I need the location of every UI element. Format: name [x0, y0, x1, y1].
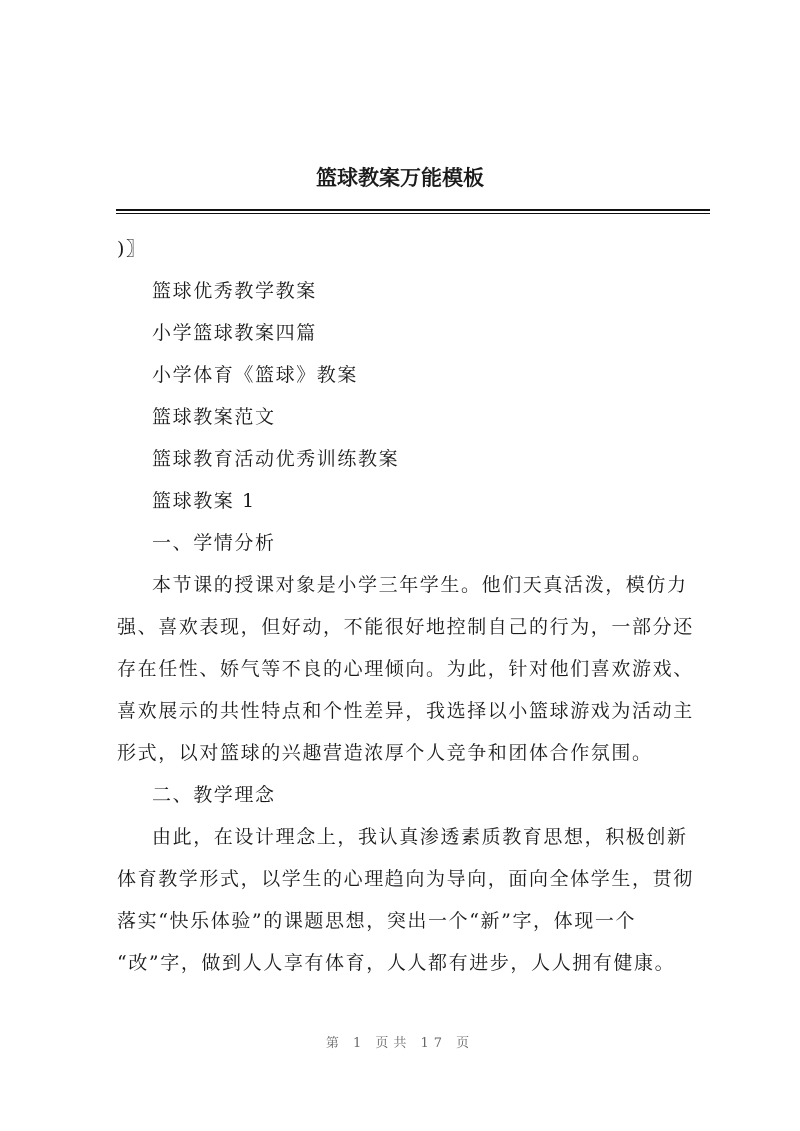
title-divider-thin [116, 213, 710, 214]
text-line: 小学篮球教案四篇 [152, 322, 317, 344]
text-line: 篮球教案 1 [152, 490, 256, 512]
text-line: 篮球教案范文 [152, 406, 276, 428]
text-line: )〗 [117, 238, 147, 260]
paragraph-line: 体育教学形式，以学生的心理趋向为导向，面向全体学生，贯彻 [117, 868, 694, 890]
page-title: 篮球教案万能模板 [316, 166, 484, 190]
title-divider [116, 209, 710, 211]
section-heading: 二、教学理念 [152, 784, 276, 806]
text-line: 篮球教育活动优秀训练教案 [152, 448, 400, 470]
text-line: 小学体育《篮球》教案 [152, 364, 359, 386]
paragraph-line: “改”字，做到人人享有体育，人人都有进步，人人拥有健康。 [117, 952, 676, 974]
text-line: 篮球优秀教学教案 [152, 280, 317, 302]
paragraph-line: 形式，以对篮球的兴趣营造浓厚个人竞争和团体合作氛围。 [117, 742, 653, 764]
paragraph-line: 强、喜欢表现，但好动，不能很好地控制自己的行为，一部分还 [117, 616, 694, 638]
paragraph-line: 喜欢展示的共性特点和个性差异，我选择以小篮球游戏为活动主 [117, 700, 694, 722]
paragraph-line: 本节课的授课对象是小学三年学生。他们天真活泼，模仿力 [152, 574, 688, 596]
document-body [117, 228, 717, 984]
paragraph-line: 由此，在设计理念上，我认真渗透素质教育思想，积极创新 [152, 826, 688, 848]
page-number: 第 1 页共 17 页 [325, 1036, 475, 1051]
paragraph-line: 存在任性、娇气等不良的心理倾向。为此，针对他们喜欢游戏、 [117, 658, 694, 680]
paragraph-line: 落实“快乐体验”的课题思想，突出一个“新”字，体现一个 [117, 910, 637, 932]
section-heading: 一、学情分析 [152, 532, 276, 554]
